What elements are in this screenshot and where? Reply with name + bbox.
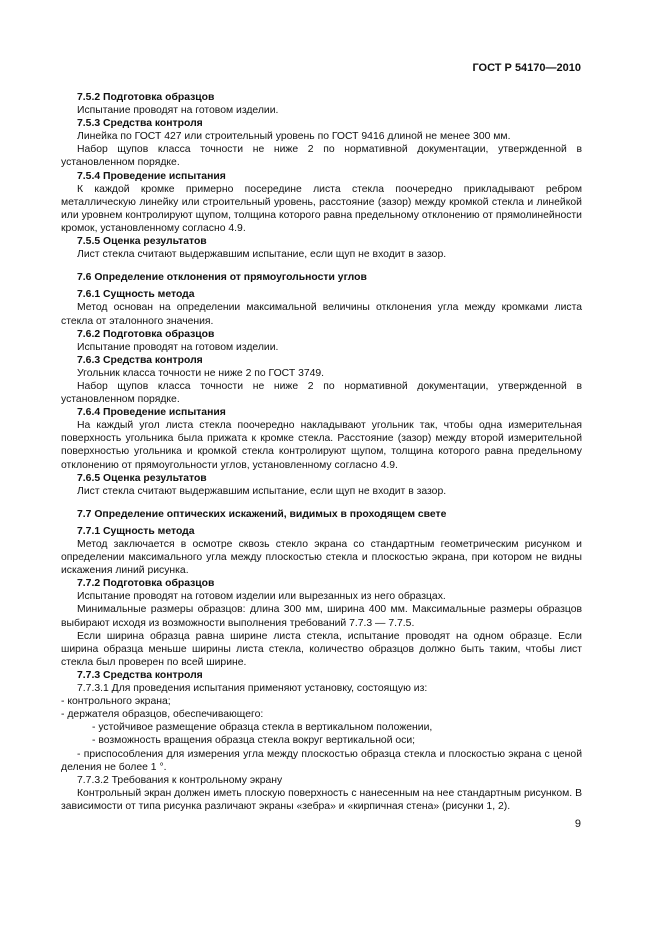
subsection-heading: 7.6.3 Средства контроля (77, 354, 203, 366)
subsection-heading: 7.7.2 Подготовка образцов (77, 578, 215, 590)
paragraph: 7.7.3.2 Требования к контрольному экрану (77, 774, 283, 786)
paragraph: 7.7.3.1 Для проведения испытания применяют установку, состоящую из: (77, 683, 428, 695)
list-item: - контрольного экрана; (61, 696, 171, 708)
subsection-heading: 7.7.1 Сущность метода (77, 525, 195, 537)
paragraph: Контрольный экран должен иметь плоскую поверхность с нанесенным на нее стандартным рисунком. В зависимости от типа рисунка различают экраны «зебра» и «кирпичная стена» (рисунки 1, 2). (61, 787, 582, 812)
subsection-heading: 7.7.3 Средства контроля (77, 669, 203, 681)
subsection-heading: 7.5.3 Средства контроля (77, 118, 203, 130)
subsection-heading: 7.5.4 Проведение испытания (77, 170, 226, 182)
paragraph: Испытание проводят на готовом изделии или вырезанных из него образцах. (77, 591, 446, 603)
page-number: 9 (574, 818, 581, 830)
paragraph: Лист стекла считают выдержавшим испытание, если щуп не входит в зазор. (77, 249, 447, 261)
paragraph: Угольник класса точности не ниже 2 по ГОСТ 3749. (77, 367, 325, 379)
list-item: - держателя образцов, обеспечивающего: (61, 709, 264, 721)
document-code: ГОСТ Р 54170—2010 (472, 62, 581, 74)
paragraph: Испытание проводят на готовом изделии. (77, 341, 279, 353)
subsection-heading: 7.6.2 Подготовка образцов (77, 328, 215, 340)
paragraph: Лист стекла считают выдержавшим испытание, если щуп не входит в зазор. (77, 485, 447, 497)
section-heading: 7.7 Определение оптических искажений, видимых в проходящем свете (77, 508, 447, 520)
paragraph: Набор щупов класса точности не ниже 2 по нормативной документации, утвержденной в установленном порядке. (61, 380, 582, 406)
paragraph: К каждой кромке примерно посередине листа стекла поочередно прикладывают ребром металлическую линейку или строительный уровень, расстояние (зазор) между кромкой стекла и линейкой или уровнем контролируют щупом, толщина которого равна предельному отклонению от прямолинейности кромок, установленному согласно 4.9. (61, 183, 582, 234)
paragraph: Метод основан на определении максимальной величины отклонения угла между кромками листа стекла от эталонного значения. (61, 302, 582, 327)
paragraph: Линейка по ГОСТ 427 или строительный уровень по ГОСТ 9416 длиной не менее 300 мм. (77, 131, 511, 143)
paragraph: Если ширина образца равна ширине листа стекла, испытание проводят на одном образце. Если ширина образца меньше ширины листа стекла, количество образцов должно быть таким, чтобы лист стекла был проверен по всей ширине. (61, 630, 582, 668)
paragraph: Минимальные размеры образцов: длина 300 мм, ширина 400 мм. Максимальные размеры образцов выбирают исходя из возможности выполнения требований 7.7.3 — 7.7.5. (61, 604, 582, 629)
list-item-nested: - устойчивое размещение образца стекла в вертикальном положении, (92, 722, 433, 734)
paragraph: Испытание проводят на готовом изделии. (77, 105, 279, 117)
subsection-heading: 7.6.1 Сущность метода (77, 289, 195, 301)
subsection-heading: 7.5.2 Подготовка образцов (77, 92, 215, 103)
section-heading: 7.6 Определение отклонения от прямоугольности углов (77, 272, 367, 284)
paragraph: На каждый угол листа стекла поочередно накладывают угольник так, чтобы одна измерительная поверхность угольника была прижата к кромке стекла. Расстояние (зазор) между второй измерительной поверхностью угольника и кромкой стекла контролируют щупом, толщина которого равна предельному отклонению от прямоугольности углов, установленному согласно 4.9. (61, 420, 582, 471)
paragraph: Набор щупов класса точности не ниже 2 по нормативной документации, утвержденной в установленном порядке. (61, 144, 582, 169)
subsection-heading: 7.6.4 Проведение испытания (77, 407, 226, 419)
subsection-heading: 7.6.5 Оценка результатов (77, 472, 207, 484)
paragraph: Метод заключается в осмотре сквозь стекло экрана со стандартным геометрическим рисунком и определении максимального угла между плоскостью стекла и плоскостью экрана, при котором не видны искажения линий рисунка. (61, 539, 582, 577)
document-body (61, 91, 582, 813)
list-item-nested: - возможность вращения образца стекла вокруг вертикальной оси; (92, 735, 416, 747)
subsection-heading: 7.5.5 Оценка результатов (77, 236, 207, 248)
paragraph: - приспособления для измерения угла между плоскостью образца стекла и плоскостью экрана с ценой деления не более 1 °. (61, 748, 582, 773)
